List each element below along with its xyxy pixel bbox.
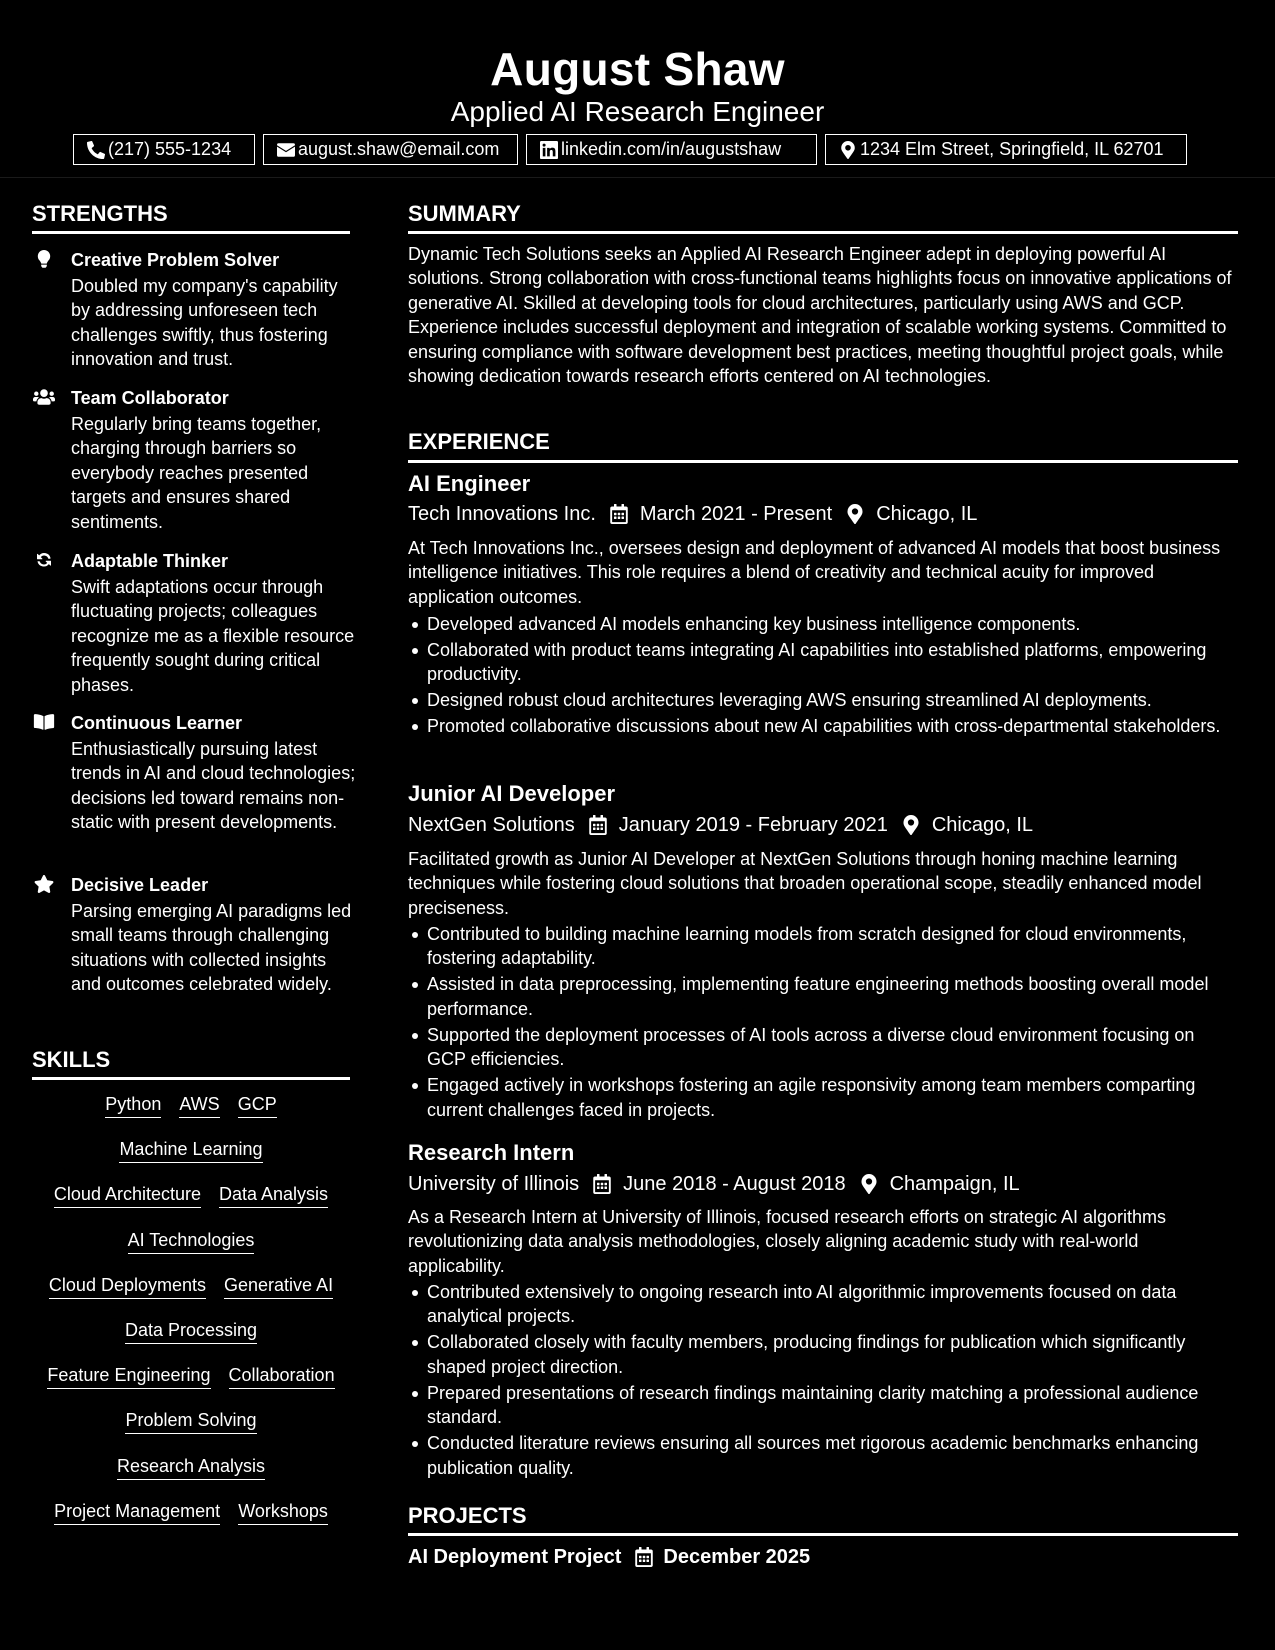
experience-heading: EXPERIENCE: [408, 429, 550, 454]
strength-title: Creative Problem Solver: [71, 250, 280, 270]
linkedin-text: linkedin.com/in/augustshaw: [561, 139, 782, 159]
strength-description: Parsing emerging AI paradigms led small teams through challenging situations with collected insights and outcomes celebrated widely.: [71, 901, 352, 995]
skill-tag: AWS: [179, 1093, 219, 1118]
job-company: Tech Innovations Inc.: [408, 503, 596, 525]
calendar-icon: [591, 1173, 613, 1195]
job-title: Research Intern: [408, 1140, 575, 1165]
skill-tag: Machine Learning: [119, 1138, 262, 1163]
candidate-role: Applied AI Research Engineer: [450, 96, 825, 127]
star-icon: [32, 875, 56, 897]
job-meta: [408, 812, 1033, 838]
job-description: As a Research Intern at University of Illinois, focused research efforts on strategic AI algorithms revolutionizing data analysis methodologies, closely aligning academic study with real-world applicability.: [408, 1207, 1167, 1276]
envelope-icon: [276, 140, 296, 160]
email-text: august.shaw@email.com: [298, 139, 500, 159]
lightbulb-icon: [32, 250, 56, 272]
sync-icon: [32, 551, 56, 573]
strength-title: Team Collaborator: [71, 388, 229, 408]
skill-row: [32, 1183, 350, 1228]
skill-tag: Data Analysis: [219, 1183, 328, 1208]
strength-description: Doubled my company's capability by addressing unforeseen tech challenges swiftly, thus fostering innovation and trust.: [71, 276, 338, 370]
list-item: Developed advanced AI models enhancing key business intelligence components.: [408, 612, 1238, 636]
linkedin-icon: [539, 140, 559, 160]
skills-rule: [32, 1077, 350, 1080]
list-item: Contributed to building machine learning models from scratch designed for cloud environments, fostering adaptability.: [408, 922, 1238, 971]
projects-heading: PROJECTS: [408, 1503, 527, 1528]
job-meta: [408, 1171, 1020, 1197]
job-dates: March 2021 - Present: [639, 503, 833, 525]
skill-row: [32, 1364, 350, 1409]
project-date: December 2025: [663, 1546, 811, 1568]
list-item: Conducted literature reviews ensuring all sources met rigorous academic benchmarks enhancing publication quality.: [408, 1431, 1238, 1480]
contact-bar: [73, 134, 1187, 165]
skill-row: [32, 1500, 350, 1545]
skill-tag: Cloud Deployments: [49, 1274, 206, 1299]
experience-rule: [408, 460, 1238, 463]
phone-text: (217) 555-1234: [108, 139, 232, 159]
skill-tag: Project Management: [54, 1500, 220, 1525]
skill-tag: Cloud Architecture: [54, 1183, 201, 1208]
strength-description: Enthusiastically pursuing latest trends in AI and cloud technologies; decisions led toward remains non-static with present developments.: [71, 739, 356, 833]
candidate-name: August Shaw: [490, 43, 785, 95]
list-item: Prepared presentations of research findings maintaining clarity matching a professional audience standard.: [408, 1381, 1238, 1430]
strength-description: Regularly bring teams together, charging through barriers so everybody reaches presented targets and ensures shared sentiments.: [71, 414, 322, 532]
address-text: 1234 Elm Street, Springfield, IL 62701: [860, 139, 1164, 159]
job-company: University of Illinois: [408, 1173, 580, 1195]
skill-row: [32, 1229, 350, 1274]
skill-tag: Problem Solving: [125, 1409, 256, 1434]
map-pin-icon: [844, 503, 866, 525]
calendar-icon: [633, 1546, 655, 1568]
list-item: Promoted collaborative discussions about new AI capabilities with cross-departmental stakeholders.: [408, 714, 1238, 738]
project-item: [408, 1544, 810, 1570]
list-item: Contributed extensively to ongoing research into AI algorithmic improvements focused on data analytical projects.: [408, 1280, 1238, 1329]
job-description: At Tech Innovations Inc., oversees design and deployment of advanced AI models that boost business intelligence initiatives. This role requires a blend of creativity and technical acuity for improved application outcomes.: [408, 538, 1221, 607]
skill-row: [32, 1274, 350, 1319]
project-title: AI Deployment Project: [408, 1546, 622, 1568]
book-icon: [32, 713, 56, 735]
job-location: Champaign, IL: [889, 1173, 1020, 1195]
job-dates: January 2019 - February 2021: [618, 814, 888, 836]
skill-row: [32, 1409, 350, 1454]
skill-row: [32, 1455, 350, 1500]
job-description: Facilitated growth as Junior AI Developer at NextGen Solutions through honing machine learning techniques while fostering cloud solutions that broaden operational scope, steadily enhanced model preciseness.: [408, 849, 1202, 918]
strength-description: Swift adaptations occur through fluctuating projects; colleagues recognize me as a flexible resource frequently sought during critical phases.: [71, 577, 355, 695]
skill-tag: Workshops: [238, 1500, 328, 1525]
map-pin-icon: [900, 814, 922, 836]
contact-email[interactable]: [263, 134, 518, 165]
contact-phone[interactable]: [73, 134, 255, 165]
job-title: AI Engineer: [408, 471, 531, 496]
summary-rule: [408, 231, 1238, 234]
job-location: Chicago, IL: [931, 814, 1033, 836]
skill-tag: Feature Engineering: [47, 1364, 210, 1389]
skill-tag: Data Processing: [125, 1319, 257, 1344]
projects-rule: [408, 1533, 1238, 1536]
skill-row: [32, 1093, 350, 1138]
users-icon: [32, 388, 56, 410]
list-item: Assisted in data preprocessing, implementing feature engineering methods boosting overall model performance.: [408, 972, 1238, 1021]
list-item: Supported the deployment processes of AI tools across a diverse cloud environment focusing on GCP efficiencies.: [408, 1023, 1238, 1072]
job-bullets: [408, 922, 1238, 1124]
calendar-icon: [608, 503, 630, 525]
skill-row: [32, 1138, 350, 1183]
map-pin-icon: [838, 140, 858, 160]
skill-tag: AI Technologies: [128, 1229, 255, 1254]
job-bullets: [408, 1280, 1238, 1482]
resume-header: [0, 0, 1275, 178]
list-item: Collaborated closely with faculty members, producing findings for publication which significantly shaped project direction.: [408, 1330, 1238, 1379]
strength-title: Continuous Learner: [71, 713, 243, 733]
skills-list: [32, 1093, 350, 1545]
skill-tag: GCP: [238, 1093, 277, 1118]
job-company: NextGen Solutions: [408, 814, 575, 836]
contact-address: [825, 134, 1187, 165]
calendar-icon: [587, 814, 609, 836]
skills-heading: SKILLS: [32, 1047, 111, 1072]
phone-icon: [86, 140, 106, 160]
map-pin-icon: [858, 1173, 880, 1195]
strength-title: Decisive Leader: [71, 875, 209, 895]
skill-tag: Research Analysis: [117, 1455, 265, 1480]
strengths-rule: [32, 231, 350, 234]
strengths-heading: STRENGTHS: [32, 201, 168, 226]
skill-tag: Generative AI: [224, 1274, 333, 1299]
skill-tag: Collaboration: [229, 1364, 335, 1389]
list-item: Designed robust cloud architectures leveraging AWS ensuring streamlined AI deployments.: [408, 688, 1238, 712]
summary-text: Dynamic Tech Solutions seeks an Applied AI Research Engineer adept in deploying powerful AI solutions. Strong collaboration with cross-functional teams highlights focus on innovative applications of generative AI. Skilled at developing tools for cloud architectures, particularly using AWS and GCP. Experience includes successful deployment and integration of scalable working systems. Committed to ensuring compliance with software development best practices, meeting thoughtful project goals, while showing dedication towards research efforts centered on AI technologies.: [408, 244, 1232, 387]
list-item: Engaged actively in workshops fostering an agile responsivity among team members comparting current challenges faced in projects.: [408, 1073, 1238, 1122]
skill-row: [32, 1319, 350, 1364]
job-title: Junior AI Developer: [408, 781, 616, 806]
job-location: Chicago, IL: [876, 503, 978, 525]
skill-tag: Python: [105, 1093, 161, 1118]
strength-title: Adaptable Thinker: [71, 551, 229, 571]
job-dates: June 2018 - August 2018: [623, 1173, 846, 1195]
summary-heading: SUMMARY: [408, 201, 521, 226]
job-bullets: [408, 612, 1238, 740]
list-item: Collaborated with product teams integrating AI capabilities into established platforms, empowering productivity.: [408, 638, 1238, 687]
contact-linkedin[interactable]: [526, 134, 817, 165]
job-meta: [408, 501, 977, 527]
